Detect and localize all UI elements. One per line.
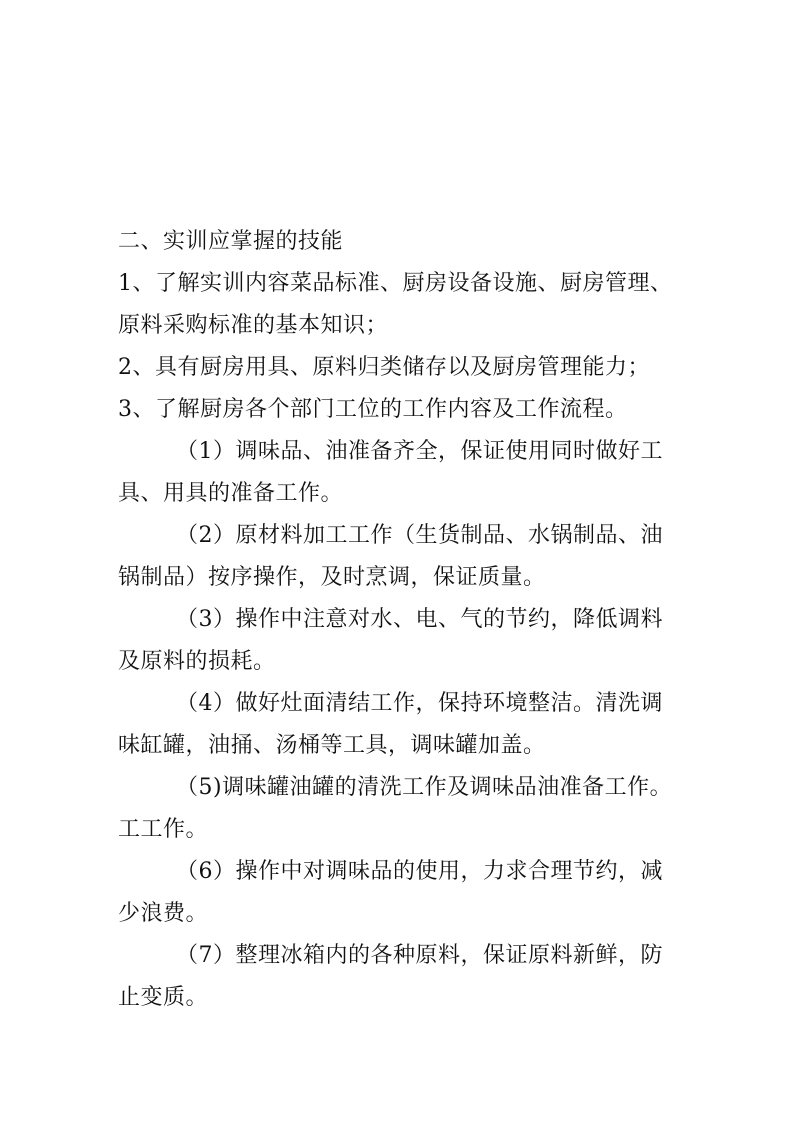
list-item-line: 味缸罐，油捅、汤桶等工具，调味罐加盖。: [118, 733, 546, 758]
list-item-line: （1）调味品、油准备齐全，保证使用同时做好工: [176, 439, 663, 464]
list-item-line: 止变质。: [118, 985, 209, 1010]
list-item-line: 工工作。: [118, 817, 209, 842]
list-item-line: （5)调味罐油罐的清洗工作及调味品油准备工作。: [176, 775, 673, 800]
list-item-line: 具、用具的准备工作。: [118, 481, 344, 506]
list-item-line: （4）做好灶面清结工作，保持环境整洁。清洗调: [176, 691, 663, 716]
paragraph-line: 2、具有厨房用具、原料归类储存以及厨房管理能力；: [118, 355, 650, 380]
paragraph-line: 1、了解实训内容菜品标准、厨房设备设施、厨房管理、: [118, 271, 673, 296]
list-item-line: （7）整理冰箱内的各种原料，保证原料新鲜，防: [176, 943, 663, 968]
list-item-line: 锅制品）按序操作，及时烹调，保证质量。: [118, 565, 546, 590]
list-item-line: 及原料的损耗。: [118, 649, 276, 674]
list-item-line: （2）原材料加工工作（生货制品、水锅制品、油: [176, 523, 663, 548]
list-item-line: 少浪费。: [118, 901, 209, 926]
list-item-line: （6）操作中对调味品的使用，力求合理节约，减: [176, 859, 663, 884]
list-item-line: （3）操作中注意对水、电、气的节约，降低调料: [176, 607, 663, 632]
section-heading: 二、实训应掌握的技能: [118, 229, 344, 254]
paragraph-line: 原料采购标准的基本知识；: [118, 313, 389, 338]
paragraph-line: 3、了解厨房各个部门工位的工作内容及工作流程。: [118, 397, 628, 422]
